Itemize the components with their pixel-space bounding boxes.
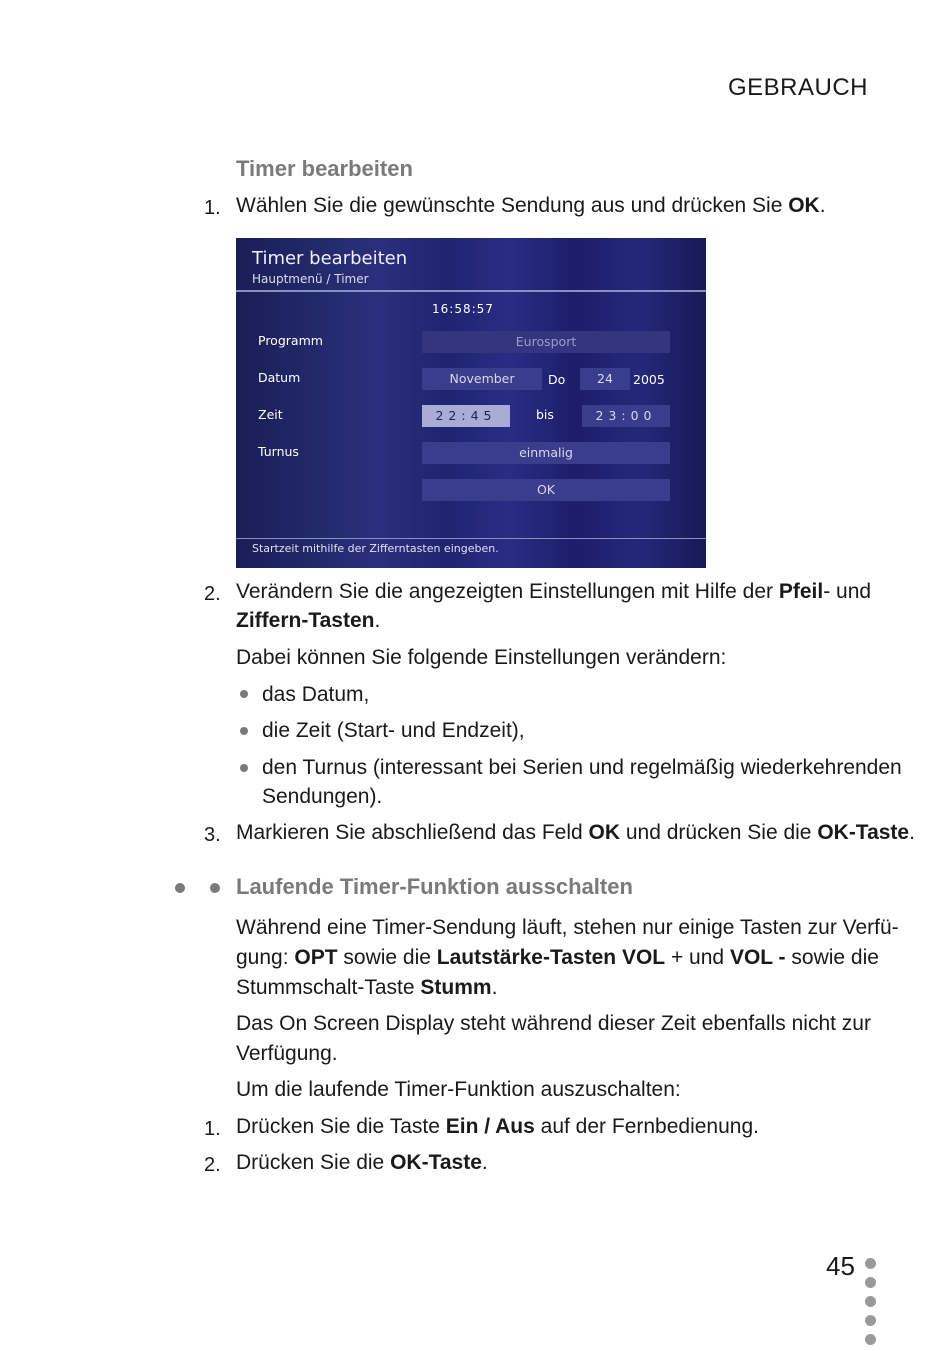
step-number: 1. [204, 1118, 221, 1140]
ok-button[interactable]: OK [422, 479, 670, 501]
screen-clock: 16:58:57 [432, 302, 494, 316]
paragraph-line [236, 943, 879, 973]
dot-icon [865, 1296, 876, 1307]
key-name: Stumm [420, 976, 492, 999]
key-name: Pfeil [778, 580, 824, 603]
dot-icon [865, 1277, 876, 1288]
key-name: Lautstärke-Tasten VOL [436, 946, 666, 969]
paragraph-line: Während eine Timer-Sendung läuft, stehen nur einige Tasten zur Verfü- [236, 916, 899, 939]
step-number: 3. [204, 824, 221, 846]
bullet-icon [240, 690, 248, 698]
off-step-2 [236, 1148, 488, 1178]
step-3-text [236, 818, 915, 848]
key-name: Ein / Aus [445, 1115, 535, 1138]
key-name: OK [788, 194, 820, 217]
label-zeit: Zeit [258, 407, 283, 422]
bullet-item-continued: Sendungen). [262, 785, 383, 808]
screen-breadcrumb: Hauptmenü / Timer [252, 272, 369, 286]
screen-title: Timer bearbeiten [252, 248, 408, 269]
step-text: . [819, 194, 826, 217]
dot-icon [865, 1315, 876, 1326]
step-text: und drücken Sie die [620, 821, 818, 844]
end-time-field[interactable]: 23:00 [582, 405, 670, 427]
programm-field[interactable]: Eurosport [422, 331, 670, 353]
step-text: - und [823, 580, 872, 603]
bullet-item: den Turnus (interessant bei Serien und regelmäßig wiederkehrenden [262, 756, 902, 779]
label-programm: Programm [258, 333, 323, 348]
paragraph-text: sowie die [785, 946, 879, 969]
paragraph-text: + und [665, 946, 730, 969]
bullet-item: die Zeit (Start- und Endzeit), [262, 719, 525, 742]
dot-icon [865, 1258, 876, 1269]
bullet-icon [240, 764, 248, 772]
weekday-text: Do [548, 372, 566, 387]
step-number: 2. [204, 1154, 221, 1176]
step-1-text [236, 191, 826, 221]
step-text: Drücken Sie die [236, 1151, 391, 1174]
paragraph-text: . [491, 976, 498, 999]
step-number: 2. [204, 583, 221, 605]
dot-icon [865, 1334, 876, 1345]
screen-divider [236, 290, 706, 292]
screen-footer-divider [236, 538, 706, 539]
step-text: Markieren Sie abschließend das Feld [236, 821, 589, 844]
key-name: OK [588, 821, 621, 844]
timer-edit-screen [236, 238, 706, 568]
timer-edit-heading: Timer bearbeiten [236, 156, 413, 181]
screen-hint: Startzeit mithilfe der Zifferntasten eingeben. [252, 542, 499, 555]
paragraph-line [236, 973, 497, 1003]
off-step-1 [236, 1112, 759, 1142]
step-text: . [481, 1151, 488, 1174]
key-name: OK-Taste [390, 1151, 482, 1174]
day-field[interactable]: 24 [580, 368, 630, 390]
paragraph-text: Stummschalt-Taste [236, 976, 421, 999]
step-text: . [909, 821, 915, 844]
key-name: OK-Taste [817, 821, 910, 844]
bis-text: bis [536, 407, 554, 422]
paragraph-text: gung: [236, 946, 295, 969]
section-bullet-icon [175, 883, 185, 893]
paragraph-text: sowie die [337, 946, 437, 969]
step-2-line-1 [236, 577, 871, 607]
step-number: 1. [204, 197, 221, 219]
start-time-field[interactable]: 22:45 [422, 405, 510, 427]
key-name: VOL - [729, 946, 786, 969]
paragraph-line: Verfügung. [236, 1042, 338, 1065]
month-field[interactable]: November [422, 368, 542, 390]
step-text: Drücken Sie die Taste [236, 1115, 446, 1138]
bullet-icon [240, 727, 248, 735]
settings-intro: Dabei können Sie folgende Einstellungen verändern: [236, 646, 727, 669]
section-bullet-icon [210, 883, 220, 893]
bullet-item: das Datum, [262, 683, 370, 706]
step-text: Verändern Sie die angezeigten Einstellungen mit Hilfe der [236, 580, 779, 603]
step-2-line-2 [236, 606, 380, 636]
label-turnus: Turnus [258, 444, 299, 459]
turnus-field[interactable]: einmalig [422, 442, 670, 464]
running-timer-heading: Laufende Timer-Funktion ausschalten [236, 874, 633, 899]
step-text: auf der Fernbedienung. [534, 1115, 759, 1138]
page-number: 45 [826, 1251, 855, 1281]
step-text: . [374, 609, 381, 632]
section-header: GEBRAUCH [727, 74, 868, 101]
key-name: OPT [294, 946, 338, 969]
paragraph-line: Das On Screen Display steht während dieser Zeit ebenfalls nicht zur [236, 1012, 871, 1035]
paragraph-line: Um die laufende Timer-Funktion auszuschalten: [236, 1078, 681, 1101]
key-name: Ziffern-Tasten [236, 609, 375, 632]
label-datum: Datum [258, 370, 301, 385]
step-text: Wählen Sie die gewünschte Sendung aus und drücken Sie [236, 194, 789, 217]
year-text: 2005 [633, 372, 665, 387]
